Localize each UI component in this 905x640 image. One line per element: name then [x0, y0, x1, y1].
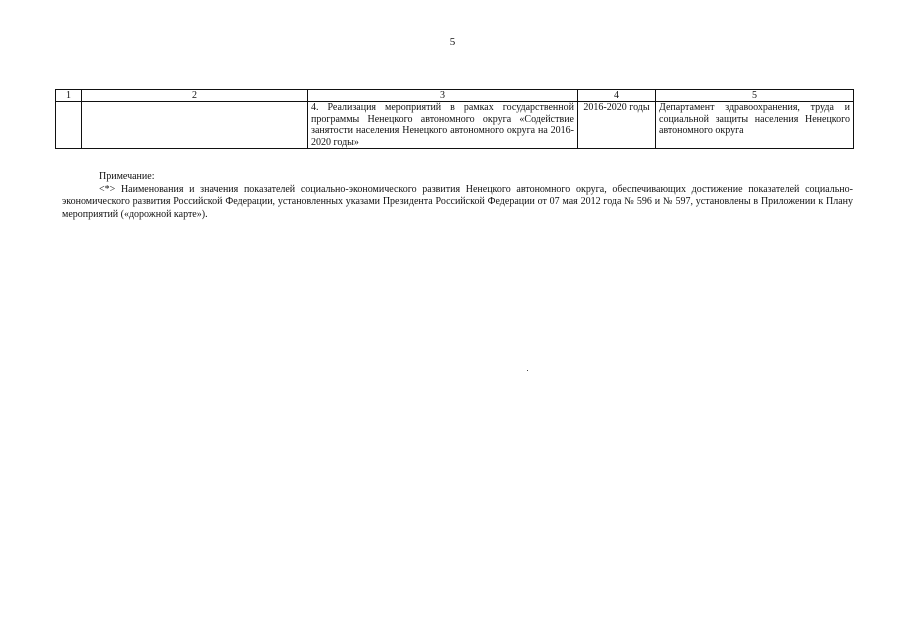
column-header-1: 1	[56, 90, 82, 102]
note-block	[62, 171, 853, 221]
column-header-3: 3	[308, 90, 578, 102]
column-header-5: 5	[656, 90, 854, 102]
column-header-4: 4	[578, 90, 656, 102]
cell-col1	[56, 102, 82, 149]
cell-activity: 4. Реализация мероприятий в рамках государственной программы Ненецкого автономного округа «Содействие занятости населения Ненецкого автономного округа на 2016-2020 годы»	[308, 102, 578, 149]
note-text: <*> Наименования и значения показателей социально-экономического развития Ненецкого автономного округа, обеспечивающих достижение показателей социально-экономического развития Российской Федерации, установленных указами Президента Российской Федерации от 07 мая 2012 года № 596 и № 597, установлены в Приложении к Плану мероприятий («дорожной карте»).	[62, 183, 853, 220]
cell-period: 2016-2020 годы	[578, 102, 656, 149]
cell-responsible: Департамент здравоохранения, труда и социальной защиты населения Ненецкого автономного округа	[656, 102, 854, 149]
scan-speck	[527, 370, 528, 371]
table-row	[56, 102, 854, 149]
page-number: 5	[449, 36, 456, 48]
table-header-row	[56, 90, 854, 102]
activities-table	[55, 89, 854, 149]
note-title: Примечание:	[99, 171, 155, 182]
cell-col2	[82, 102, 308, 149]
column-header-2: 2	[82, 90, 308, 102]
